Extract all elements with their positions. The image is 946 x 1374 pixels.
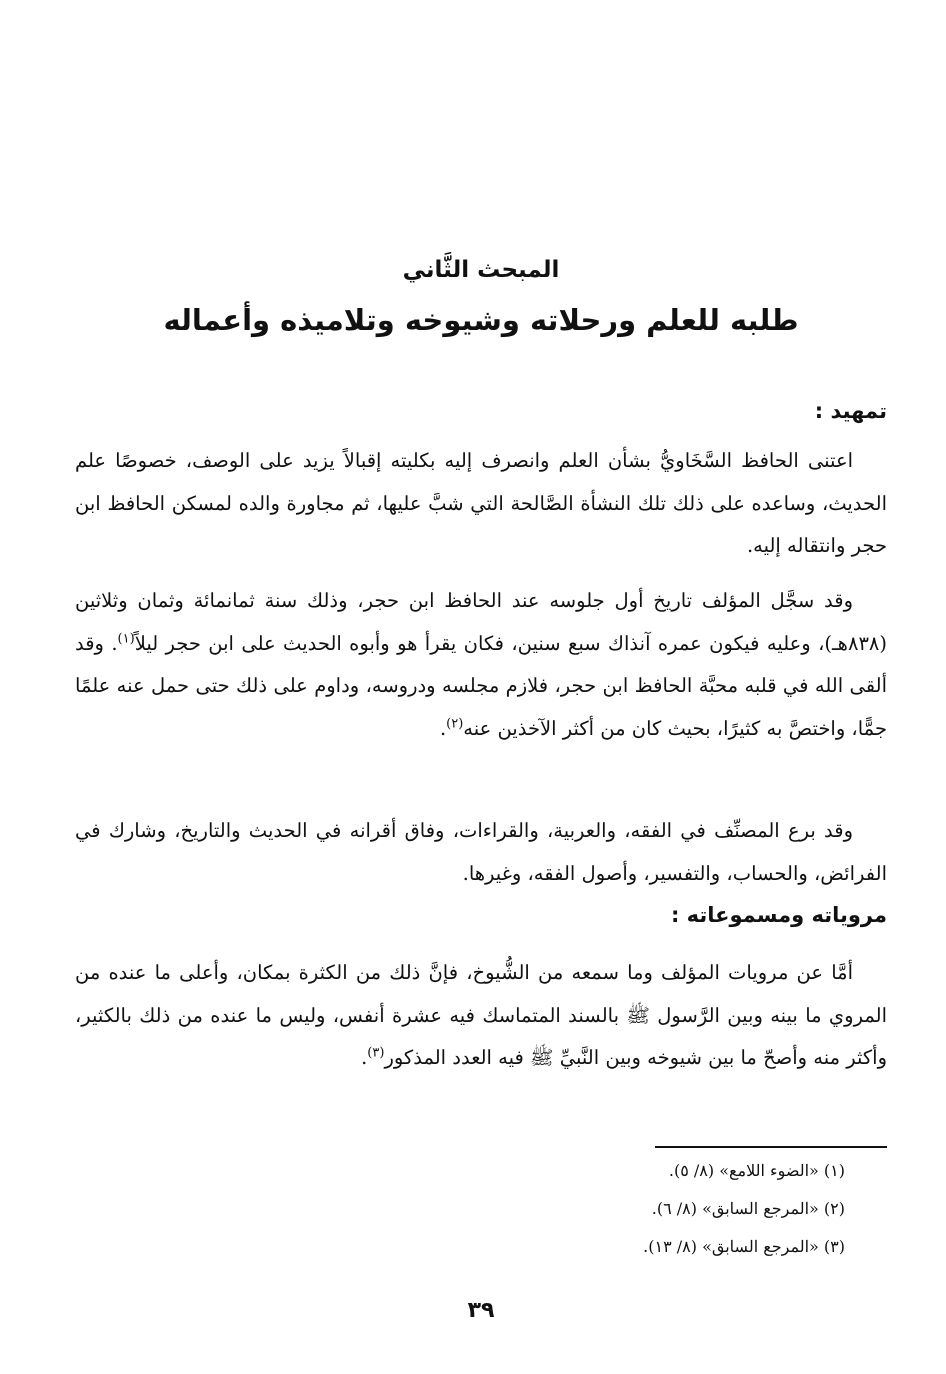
paragraph-text: . — [439, 716, 447, 740]
paragraph-text: وقد برع المصنِّف في الفقه، والعربية، والقراءات، وفاق أقرانه في الحديث والتاريخ، وشارك في الفرائض، والحساب، والتفسير، وأصول الفقه، وغيرها. — [75, 819, 887, 885]
paragraph-first-sitting — [75, 580, 887, 750]
footnote-3: (٣) «المرجع السابق» (٨/ ١٣). — [643, 1237, 845, 1256]
book-page — [75, 0, 887, 1374]
paragraph-text: أمَّا عن مرويات المؤلف وما سمعه من الشُّيوخ، فإنَّ ذلك من الكثرة بمكان، وأعلى ما عنده من المروي ما بينه وبين الرَّسول ﷺ بالسند المتماسك فيه عشرة أنفس، وليس ما عنده من ذلك بالكثير، وأكثر منه وأصحّ ما بين شيوخه وبين النَّبيِّ ﷺ فيه العدد المذكور — [75, 961, 887, 1070]
paragraph-text: اعتنى الحافظ السَّخَاويُّ بشأن العلم وانصرف إليه بكليته إقبالاً يزيد على الوصف، خصوصًا علم الحديث، وساعده على ذلك تلك النشأة الصَّالحة التي شبَّ عليها، ثم مجاورة والده لمسكن الحافظ ابن حجر وانتقاله إليه. — [75, 449, 887, 558]
paragraph-narrations — [75, 952, 887, 1080]
footnote-2: (٢) «المرجع السابق» (٨/ ٦). — [651, 1199, 845, 1218]
chapter-label: المبحث الثَّاني — [402, 257, 560, 283]
chapter-title: طلبه للعلم ورحلاته وشيوخه وتلاميذه وأعماله — [163, 303, 799, 337]
paragraph-excellence — [75, 810, 887, 895]
footnote-reference-1: (١) — [117, 631, 135, 647]
section-heading-narrations: مروياته ومسموعاته : — [670, 903, 887, 927]
page-number: ٣٩ — [467, 1298, 495, 1323]
footnote-reference-3: (٣) — [367, 1045, 385, 1061]
footnote-1: (١) «الضوء اللامع» (٨/ ٥). — [668, 1161, 845, 1180]
paragraph-intro — [75, 440, 887, 568]
section-heading-intro: تمهيد : — [814, 399, 887, 423]
paragraph-text: وقد سجَّل المؤلف تاريخ أول جلوسه عند الحافظ ابن حجر، وذلك سنة ثمانمائة وثمان وثلاثين (٨٣٨هـ)، وعليه فيكون عمره آنذاك سبع سنين، فكان يقرأ هو وأبوه الحديث على ابن حجر ليلاً — [75, 589, 887, 655]
footnote-reference-2: (٢) — [446, 716, 464, 732]
footnote-divider — [655, 1146, 887, 1148]
paragraph-text: . وقد ألقى الله في قلبه محبَّة الحافظ ابن حجر، فلازم مجلسه ودروسه، وداوم على ذلك حتى حمل عنه علمًا جمًّا، واختصَّ به كثيرًا، بحيث كان من أكثر الآخذين عنه — [75, 631, 887, 740]
paragraph-text: . — [361, 1046, 368, 1070]
footnotes-list — [245, 1152, 845, 1266]
